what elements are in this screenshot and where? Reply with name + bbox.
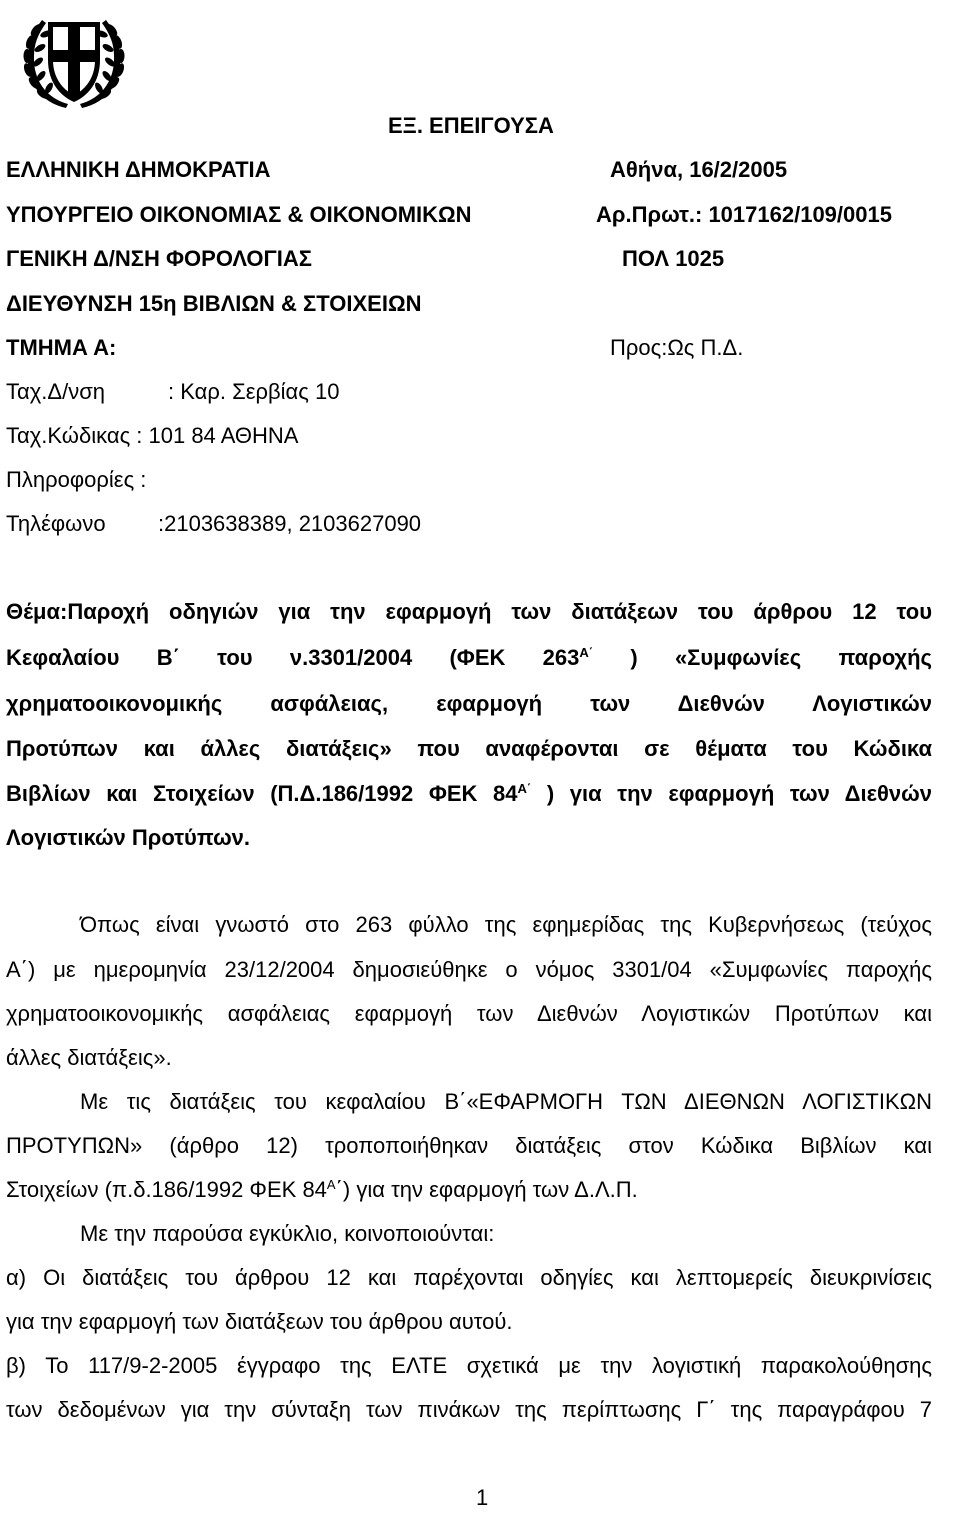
recipient: Προς:Ως Π.Δ. [610,335,744,360]
issuer-line-4: ΔΙΕΥΘΥΝΣΗ 15η ΒΙΒΛΙΩΝ & ΣΤΟΙΧΕΙΩΝ [6,291,422,316]
greek-coat-of-arms-emblem [6,4,142,114]
issuer-line-2: ΥΠΟΥΡΓΕΙΟ ΟΙΚΟΝΟΜΙΑΣ & ΟΙΚΟΝΟΜΙΚΩΝ [6,202,472,227]
subject-line-4: Προτύπων και άλλες διατάξεις» που αναφέρονται σε θέματα του Κώδικα [6,736,932,761]
info-label: Πληροφορίες : [6,467,147,492]
subject-line-2-superscript: Α΄ [579,645,594,660]
subject-line-2-text-b: ) «Συμφωνίες παροχής [630,645,933,670]
address-label: Ταχ.Δ/νση [6,379,106,404]
subject-line-3: χρηματοοικονομικής ασφάλειας, εφαρμογή των Διεθνών Λογιστικών [6,691,932,716]
subject-line-5 [6,782,932,806]
item-b-line-2: των δεδομένων για την σύνταξη των πινάκων της περίπτωσης Γ΄ της παραγράφου 7 [6,1397,932,1422]
item-a-line-1: α) Οι διατάξεις του άρθρου 12 και παρέχονται οδηγίες και λεπτομερείς διευκρινίσεις [6,1265,932,1290]
protocol-number: Αρ.Πρωτ.: 1017162/109/0015 [596,202,892,227]
phone-value: :2103638389, 2103627090 [158,511,422,536]
subject-line-5-text-b: ) για την εφαρμογή των Διεθνών [546,781,932,806]
body-paragraph-1-line-4: άλλες διατάξεις». [6,1045,172,1070]
subject-line-5-superscript: Α΄ [517,781,532,796]
subject-line-5-text-a: Βιβλίων και Στοιχείων (Π.Δ.186/1992 ΦΕΚ 84 [6,781,518,806]
item-a-line-2: για την εφαρμογή των διατάξεων του άρθρου αυτού. [6,1309,513,1334]
issuer-line-3: ΓΕΝΙΚΗ Δ/ΝΣΗ ΦΟΡΟΛΟΓΙΑΣ [6,246,312,271]
body-paragraph-2-line-3 [6,1178,638,1202]
body-paragraph-2-line-2: ΠΡΟΤΥΠΩΝ» (άρθρο 12) τροποποιήθηκαν διατάξεις στον Κώδικα Βιβλίων και [6,1133,932,1158]
subject-line-2 [6,646,932,670]
item-b-line-1: β) Το 117/9-2-2005 έγγραφο της ΕΛΤΕ σχετικά με την λογιστική παρακολούθησης [6,1353,932,1378]
body-paragraph-2-line-3-text-b: ΄) για την εφαρμογή των Δ.Λ.Π. [335,1177,638,1202]
address-value: : Καρ. Σερβίας 10 [168,379,340,404]
subject-line-6: Λογιστικών Προτύπων. [6,825,251,850]
document-date: Αθήνα, 16/2/2005 [610,157,788,182]
body-paragraph-1-line-1: Όπως είναι γνωστό στο 263 φύλλο της εφημερίδας της Κυβερνήσεως (τεύχος [80,912,932,937]
postcode-line: Ταχ.Κώδικας : 101 84 ΑΘΗΝΑ [6,423,299,448]
body-paragraph-1-line-2: Α΄) με ημερομηνία 23/12/2004 δημοσιεύθηκε ο νόμος 3301/04 «Συμφωνίες παροχής [6,957,932,982]
body-paragraph-1-line-3: χρηματοοικονομικής ασφάλειας εφαρμογή των Διεθνών Λογιστικών Προτύπων και [6,1001,932,1026]
subject-line-1: Θέμα:Παροχή οδηγιών για την εφαρμογή των διατάξεων του άρθρου 12 του [6,599,932,624]
body-paragraph-2-line-3-text-a: Στοιχείων (π.δ.186/1992 ΦΕΚ 84 [6,1177,327,1202]
urgency-label: ΕΞ. ΕΠΕΙΓΟΥΣΑ [388,113,554,138]
subject-line-2-text-a: Κεφαλαίου Β΄ του ν.3301/2004 (ΦΕΚ 263 [6,645,580,670]
page-number: 1 [476,1485,489,1510]
phone-label: Τηλέφωνο [6,511,106,536]
body-paragraph-3: Με την παρούσα εγκύκλιο, κοινοποιούνται: [80,1221,495,1246]
body-paragraph-2-line-3-superscript: Α [326,1177,336,1192]
issuer-line-1: ΕΛΛΗΝΙΚΗ ΔΗΜΟΚΡΑΤΙΑ [6,157,271,182]
body-paragraph-2-line-1: Με τις διατάξεις του κεφαλαίου Β΄«ΕΦΑΡΜΟΓΗ ΤΩΝ ΔΙΕΘΝΩΝ ΛΟΓΙΣΤΙΚΩΝ [80,1089,932,1114]
issuer-line-5: ΤΜΗΜΑ Α: [6,335,117,360]
pol-number: ΠΟΛ 1025 [622,246,725,271]
